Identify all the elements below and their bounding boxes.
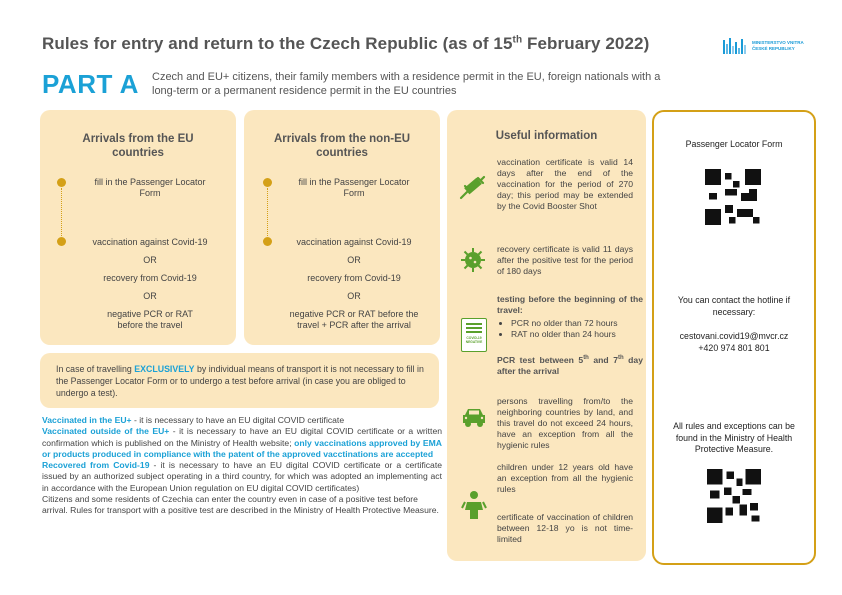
logo-line2: ČESKÉ REPUBLIKY [752,45,795,51]
children-exception: children under 12 years old have an exception from all the hygienic rules [497,462,633,494]
recovery-validity: recovery certificate is valid 11 days after the positive test for the period of 180 days [497,244,633,276]
rule-vaccinated-outside-eu: Vaccinated outside of the EU+ - it is necessary to have an EU digital COVID certificate or a written confirmation which is published on the Ministry of Health website; only vaccinations approved by EMA or products produced in compliance with the patent of the approved vacctinations are accepted [42,426,443,459]
rule-vaccinated-eu: Vaccinated in the EU+ - it is necessary to have an EU digital COVID certificate [42,415,345,425]
timeline-dot [57,237,66,246]
eu-or-2: OR [143,291,157,301]
testing-rules [497,294,643,340]
testing-heading: testing before the beginning of the travel: [497,294,643,315]
certificate-label: COVID-19 NEGATIVE [465,336,483,344]
eu-step-plf: fill in the Passenger Locator Form [94,177,206,198]
eu-or-1: OR [143,255,157,265]
logo-line1: MINISTERSTVO VNITRA [752,40,804,45]
timeline-dot [263,178,272,187]
noneu-step-vaccination: vaccination against Covid-19 [296,237,412,247]
rules-info: All rules and exceptions can be found in the Ministry of Health Protective Measure. [673,421,795,454]
negative-test-certificate-icon [461,318,487,352]
rule-positive-test: Citizens and some residents of Czechia can enter the country even in case of a positive test before arrival. Rules for transport with a positive test are described in the Ministry of Health Protective Measure. [42,494,439,516]
ministry-logo-icon [722,36,750,58]
note-highlight: EXCLUSIVELY [134,364,195,374]
noneu-arrivals-card [244,110,440,345]
entry-rules [42,415,442,517]
noneu-step-plf: fill in the Passenger Locator Form [298,177,410,198]
virus-icon [459,246,487,274]
children-certificate: certificate of vaccination of children between 12-18 yo is not time-limited [497,512,633,544]
eu-arrivals-card [40,110,236,345]
eu-step-vaccination: vaccination against Covid-19 [92,237,208,247]
pcr-rule: • PCR no older than 72 hours [511,318,643,329]
noneu-step-recovery: recovery from Covid-19 [307,273,401,283]
plf-label: Passenger Locator Form [685,139,783,149]
timeline-dot [57,178,66,187]
noneu-step-test: negative PCR or RAT before the travel + PCR after the arrival [289,309,419,330]
part-label: PART A [42,69,139,99]
contact-panel [652,110,816,565]
timeline-line [61,188,62,236]
hotline-label: You can contact the hotline if necessary: [677,295,791,317]
eu-step-recovery: recovery from Covid-19 [103,273,197,283]
measure-qr-code[interactable] [707,469,761,523]
noneu-or-2: OR [347,291,361,301]
timeline-dot [263,237,272,246]
part-subtitle: Czech and EU+ citizens, their family members with a residence permit in the EU, foreign nationals with a long-term or a permanent residence permit in the EU countries [152,71,661,97]
vaccination-validity: vaccination certificate is valid 14 days after the end of the vaccination for the period of 270 day; this period may be extended by the Covid Booster Shot [497,157,633,211]
useful-title: Useful information [495,130,598,142]
hotline-email[interactable]: cestovani.covid19@mvcr.cz [679,331,789,341]
noneu-or-1: OR [347,255,361,265]
car-icon [461,406,487,428]
note-text: In case of travelling EXCLUSIVELY by individual means of transport it is not necessary to fill in the Passenger Locator Form or to undergo a test before arrival (in case you are obliged to undergo a test). [56,364,424,398]
syringe-icon [457,174,487,202]
page-title: Rules for entry and return to the Czech Republic (as of 15th February 2022) [42,34,650,53]
noneu-card-title: Arrivals from the non-EU countries [273,133,411,159]
useful-information-panel [447,110,646,561]
pcr-after-arrival: PCR test between 5th and 7th day after the arrival [497,354,643,376]
rat-rule: • RAT no older than 24 hours [511,329,643,340]
ministry-logo [722,36,806,58]
land-travel-exception: persons travelling from/to the neighboring countries by land, and this travel do not exceed 24 hours, have an exception from all the hygienic rules [497,396,633,450]
plf-qr-code[interactable] [705,169,761,225]
eu-step-test: negative PCR or RAT before the travel [107,309,193,330]
rule-recovered: Recovered from Covid-19 - it is necessary to have an EU digital COVID certificate or a certificate issued by an authorized subject operating in a third country, for which was adopted an implementing act in accordance with the European Union regulation on EU digital COVID certificates) [42,460,442,493]
child-icon [461,490,487,520]
eu-card-title: Arrivals from the EU countries [82,133,194,159]
hotline-phone[interactable]: +420 974 801 801 [698,343,770,353]
timeline-line [267,188,268,236]
individual-transport-note [40,353,439,408]
